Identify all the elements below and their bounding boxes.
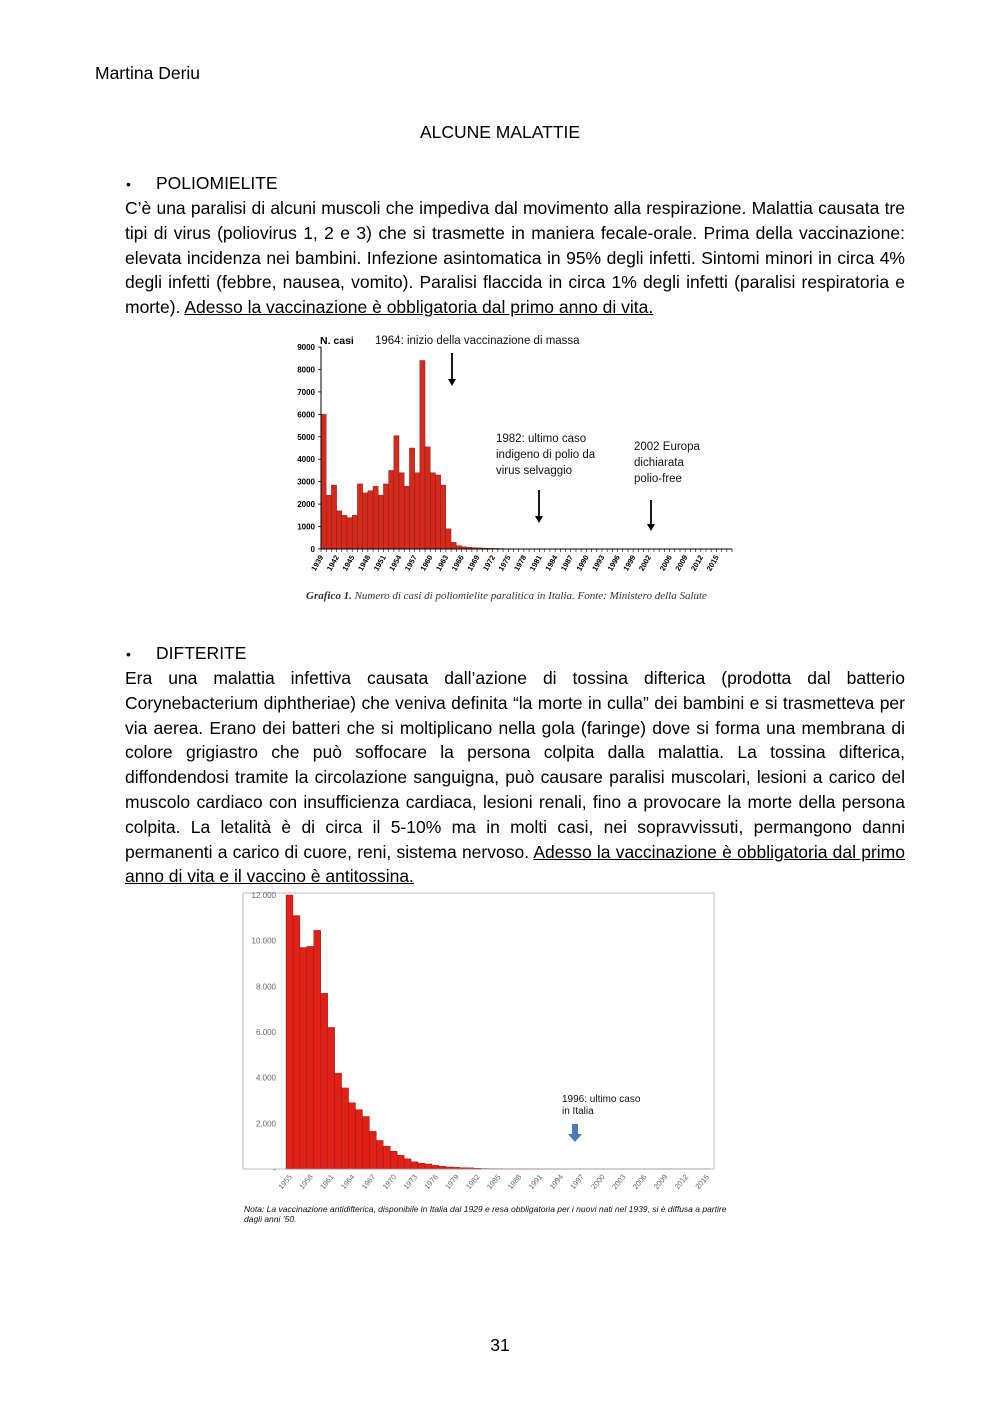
polio-bar — [389, 470, 394, 549]
difterite-bar — [349, 1103, 356, 1169]
polio-y-tick-label: 9000 — [297, 343, 315, 352]
polio-bar — [399, 473, 404, 549]
difterite-y-tick-label: 4.000 — [255, 1073, 276, 1083]
polio-bar — [420, 360, 425, 549]
difterite-bar — [404, 1159, 411, 1169]
polio-annotation-1964: 1964: inizio della vaccinazione di massa — [375, 335, 580, 347]
polio-heading: POLIOMIELITE — [156, 173, 278, 193]
blue-arrow-head-icon — [568, 1134, 582, 1142]
difterite-bar — [383, 1146, 390, 1169]
difterite-bar — [342, 1088, 349, 1169]
polio-bar — [331, 485, 336, 549]
polio-x-tick-label: 1960 — [418, 553, 435, 573]
polio-x-tick-label: 1984 — [543, 553, 560, 573]
difterite-x-tick-label: 1994 — [547, 1172, 566, 1192]
polio-bar — [430, 473, 435, 549]
polio-x-tick-label: 1942 — [324, 553, 341, 573]
polio-x-tick-label: 1951 — [371, 553, 388, 573]
difterite-annotation-1996: 1996: ultimo caso — [562, 1094, 641, 1105]
polio-bar — [373, 486, 378, 549]
polio-bar — [357, 484, 362, 549]
difterite-x-tick-label: 1979 — [443, 1172, 461, 1192]
polio-x-tick-label: 1999 — [621, 553, 638, 573]
polio-x-tick-label: 1966 — [449, 553, 466, 573]
difterite-bar — [390, 1151, 397, 1169]
difterite-chart-note: Nota: La vaccinazione antidifterica, disponibile in Italia dal 1929 e resa obbligatoria per i nuovi nati nel 1939, si è diffusa a partire dagli anni ’50. — [244, 1204, 727, 1224]
difterite-bar — [286, 895, 293, 1169]
difterite-x-tick-label: 1985 — [484, 1172, 503, 1192]
polio-x-tick-label: 1987 — [558, 553, 576, 573]
polio-bar — [451, 542, 456, 549]
polio-x-tick-label: 1993 — [590, 553, 607, 573]
polio-bar — [404, 486, 409, 549]
difterite-x-tick-label: 1973 — [401, 1172, 420, 1192]
polio-x-tick-label: 2009 — [673, 553, 690, 573]
polio-bar — [378, 495, 383, 549]
polio-y-tick-label: 8000 — [297, 365, 315, 375]
difterite-y-tick-label: 6.000 — [255, 1028, 276, 1037]
difterite-bar — [335, 1073, 342, 1169]
difterite-bar — [432, 1165, 439, 1169]
polio-x-tick-label: 2015 — [704, 553, 721, 573]
polio-bar — [394, 436, 399, 549]
polio-x-tick-label: 1978 — [512, 553, 529, 573]
polio-y-tick-label: 3000 — [297, 477, 315, 487]
section-title: ALCUNE MALATTIE — [419, 122, 581, 142]
difterite-y-tick-label: 10.000 — [251, 936, 276, 946]
arrow-head-icon — [647, 524, 655, 531]
polio-y-tick-label: 2000 — [297, 500, 315, 510]
difterite-bar — [314, 930, 321, 1169]
polio-x-tick-label: 2006 — [657, 553, 674, 573]
bullet-difterite — [126, 643, 247, 664]
difterite-body: Era una malattia infettiva causata dall’azione di tossina difterica (prodotta dal batterio Corynebacterium diphtheriae) che veniva definita “la morte in culla” dei bambini e si trasmetteva per via aerea. Erano dei batteri che si moltiplicano nella gola (faringe) dove si forma una membrana di colore grigiastro che può soffocare la persona colpita dalla malattia. La tossina difterica, diffondendosi tramite la circolazione sanguigna, può causare paralisi muscolari, lesioni a carico del muscolo cardiaco con insufficienza cardiaca, lesioni renali, fino a provocare la morte della persona colpita. La letalità è di circa il 5-10% ma in molti casi, nei sopravvissuti, permangono danni permanenti a carico di cuore, reni, sistema nervoso. — [125, 668, 905, 862]
polio-x-tick-label: 1990 — [574, 553, 591, 573]
arrow-head-icon — [448, 379, 456, 386]
polio-x-tick-label: 1954 — [387, 553, 404, 573]
blue-arrow-icon — [572, 1124, 578, 1134]
polio-bar — [456, 546, 461, 549]
polio-bar — [342, 515, 347, 549]
polio-x-tick-label: 1975 — [496, 553, 513, 573]
difterite-x-tick-label: 2000 — [589, 1172, 607, 1192]
polio-y-tick-label: 1000 — [297, 522, 315, 532]
polio-bar — [337, 511, 342, 549]
polio-bar — [383, 484, 388, 549]
polio-bar — [415, 473, 420, 549]
difterite-heading: DIFTERITE — [156, 643, 247, 663]
polio-y-tick-label: 6000 — [297, 410, 315, 420]
difterite-x-tick-label: 1976 — [422, 1172, 440, 1192]
polio-bar — [446, 529, 451, 549]
difterite-bar — [356, 1110, 363, 1169]
page-number: 31 — [490, 1335, 510, 1355]
difterite-paragraph — [125, 666, 905, 889]
polio-y-tick-label: 4000 — [297, 455, 315, 465]
difterite-x-tick-label: 2003 — [610, 1172, 628, 1192]
polio-bar — [347, 518, 352, 549]
bullet-icon: • — [126, 176, 131, 192]
polio-chart — [295, 328, 745, 578]
difterite-x-tick-label: 2012 — [672, 1172, 691, 1192]
difterite-bar — [425, 1164, 432, 1169]
polio-x-tick-label: 1957 — [402, 553, 419, 573]
difterite-y-tick-label: 2.000 — [255, 1119, 276, 1129]
polio-x-tick-label: 1963 — [434, 553, 451, 573]
difterite-x-tick-label: 1958 — [297, 1172, 315, 1192]
difterite-x-tick-label: 1997 — [568, 1172, 586, 1192]
polio-x-tick-label: 1996 — [605, 553, 622, 573]
difterite-x-tick-label: 1967 — [359, 1172, 378, 1192]
polio-bar — [409, 448, 414, 549]
difterite-x-tick-label: 1988 — [505, 1172, 524, 1192]
difterite-bar — [328, 1027, 335, 1169]
polio-x-tick-label: 1981 — [527, 553, 544, 573]
difterite-bar — [321, 993, 328, 1169]
polio-bar — [441, 485, 446, 549]
polio-annotation-1982: virus selvaggio — [496, 465, 573, 477]
polio-y-tick-label: 7000 — [297, 387, 315, 397]
difterite-x-tick-label: 2015 — [693, 1172, 712, 1192]
polio-annotation-2002: 2002 Europa — [634, 441, 700, 453]
difterite-x-tick-label: 2009 — [651, 1172, 670, 1192]
difterite-bar — [300, 948, 307, 1169]
difterite-x-tick-label: 1982 — [464, 1172, 482, 1192]
difterite-y-tick-label: 12.000 — [251, 891, 276, 900]
polio-note-underlined: Adesso la vaccinazione è obbligatoria dal primo anno di vita. — [184, 297, 654, 318]
polio-chart-ylabel: N. casi — [320, 335, 354, 347]
difterite-bar — [439, 1166, 446, 1169]
polio-x-tick-label: 2012 — [688, 553, 706, 573]
polio-annotation-2002: dichiarata — [634, 457, 684, 469]
difterite-x-tick-label: 2006 — [630, 1172, 649, 1192]
bullet-icon: • — [126, 646, 131, 662]
caption-text: Numero di casi di poliomielite paralitica in Italia. Fonte: Ministero della Salute — [354, 590, 707, 602]
difterite-x-tick-label: 1970 — [380, 1172, 399, 1192]
polio-x-tick-label: 2002 — [636, 553, 654, 573]
difterite-x-tick-label: 1955 — [276, 1172, 295, 1192]
polio-x-tick-label: 1972 — [480, 553, 498, 573]
polio-bar — [425, 447, 430, 549]
bullet-polio — [126, 173, 278, 194]
difterite-bar — [307, 946, 314, 1169]
polio-annotation-1982: indigeno di polio da — [496, 449, 596, 461]
difterite-bar — [376, 1140, 383, 1169]
difterite-bar — [397, 1155, 404, 1169]
caption-label: Grafico 1. — [306, 590, 352, 602]
polio-bar — [363, 493, 368, 549]
author-name: Martina Deriu — [95, 63, 201, 83]
difterite-annotation-1996: in Italia — [562, 1106, 594, 1117]
difterite-x-tick-label: 1964 — [338, 1172, 357, 1192]
polio-annotation-1982: 1982: ultimo caso — [496, 433, 587, 445]
polio-bar — [368, 491, 373, 549]
difterite-bar — [418, 1163, 425, 1169]
difterite-note-underlined: Adesso la vaccinazione è obbligatoria dal primo anno di vita e il vaccino è antitossina. — [125, 841, 905, 887]
difterite-x-tick-label: 1961 — [318, 1172, 336, 1192]
polio-y-tick-label: 5000 — [297, 432, 315, 442]
difterite-bar — [362, 1116, 369, 1169]
difterite-chart — [240, 888, 730, 1200]
polio-bar — [435, 475, 440, 549]
polio-x-tick-label: 1948 — [356, 553, 373, 573]
polio-bar — [326, 495, 331, 549]
difterite-y-tick-label: 8.000 — [255, 982, 276, 992]
polio-y-tick-label: 0 — [310, 545, 315, 554]
polio-paragraph — [125, 196, 905, 320]
difterite-bar — [293, 916, 300, 1169]
polio-x-tick-label: 1969 — [465, 553, 482, 573]
polio-annotation-2002: polio-free — [634, 473, 682, 485]
polio-bar — [321, 414, 326, 549]
polio-bar — [352, 515, 357, 549]
difterite-y-tick-label: - — [273, 1165, 276, 1174]
arrow-head-icon — [535, 516, 543, 523]
difterite-bar — [411, 1162, 418, 1169]
difterite-x-tick-label: 1991 — [526, 1172, 545, 1192]
polio-body: C’è una paralisi di alcuni muscoli che impediva dal movimento alla respirazione. Malattia causata tre tipi di virus (poliovirus 1, 2 e 3) che si trasmette in maniera fecale-orale. Prima della vaccinazione: elevata incidenza nei bambini. Infezione asintomatica in 95% degli infetti. Sintomi minori in circa 4% degli infetti (febbre, nausea, vomito). Paralisi flaccida in circa 1% degli infetti (paralisi respiratoria e morte). — [125, 198, 905, 318]
polio-x-tick-label: 1939 — [309, 553, 326, 573]
polio-x-tick-label: 1945 — [340, 553, 357, 573]
difterite-bar — [369, 1131, 376, 1169]
polio-chart-caption — [306, 590, 746, 602]
